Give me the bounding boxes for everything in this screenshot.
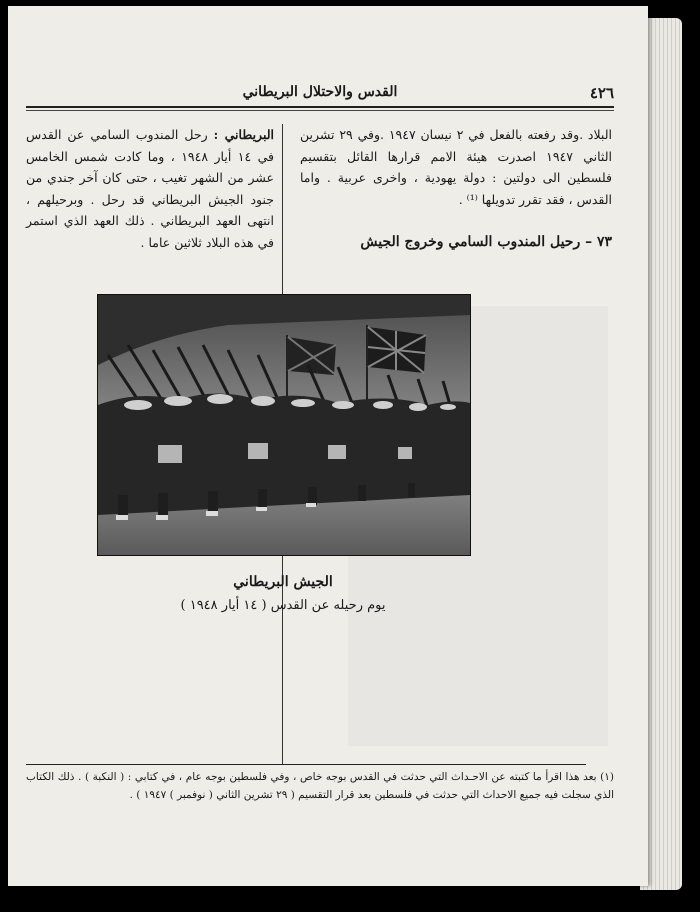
historical-photo xyxy=(97,294,471,556)
soldiers-photo-image xyxy=(98,295,470,555)
photo-caption-subtitle: يوم رحيله عن القدس ( ١٤ أيار ١٩٤٨ ) xyxy=(180,598,386,613)
header-rule-thin xyxy=(26,110,614,111)
section-heading: ٧٣ – رحيل المندوب السامي وخروج الجيش xyxy=(360,234,612,250)
photo-caption-title: الجيش البريطاني xyxy=(233,574,333,590)
running-title: القدس والاحتلال البريطاني xyxy=(242,84,398,100)
page-header xyxy=(26,84,614,106)
footnote: (١) بعد هذا اقرأ ما كتبته عن الاحـداث التي حدثت في القدس بوجه خاص ، وفي فلسطين بوجه عام ، في كتابي : ( النكبة ) . ذلك الكتاب الذي سجلت فيه جميع الاحداث التي حدثت في فلسطين بعد قرار التقسيم ( ٢٩ تشرين الثاني ( نوفمبر ) ١٩٤٧ ) . xyxy=(26,771,614,801)
header-rule xyxy=(26,106,614,108)
page-number: ٤٢٦ xyxy=(589,84,614,102)
left-column xyxy=(26,124,274,253)
left-column-lead: البريطاني : xyxy=(213,127,275,142)
right-column-text: البلاد .وقد رفعته بالفعل في ٢ نيسان ١٩٤٧ .وفي ٢٩ تشرين الثاني ١٩٤٧ اصدرت هيئة الامم قرارها القائل بتقسيم فلسطين الى دولتين : دولة يهودية ، واخرى عربية . واما القدس ، فقد تقرر تدويلها ⁽¹⁾ . xyxy=(300,127,612,207)
left-column-text: رحل المندوب السامي عن القدس في ١٤ أيار ١٩٤٨ ، وما كادت شمس الخامس عشر من الشهر تغيب ، حتى كان آخر جندي من جنود الجيش البريطاني قد رحل . وبرحيلهم ، انتهى العهد البريطاني . ذلك العهد الذي استمر في هذه البلاد ثلاثين عاما . xyxy=(26,127,274,250)
footnote-rule xyxy=(26,764,586,765)
